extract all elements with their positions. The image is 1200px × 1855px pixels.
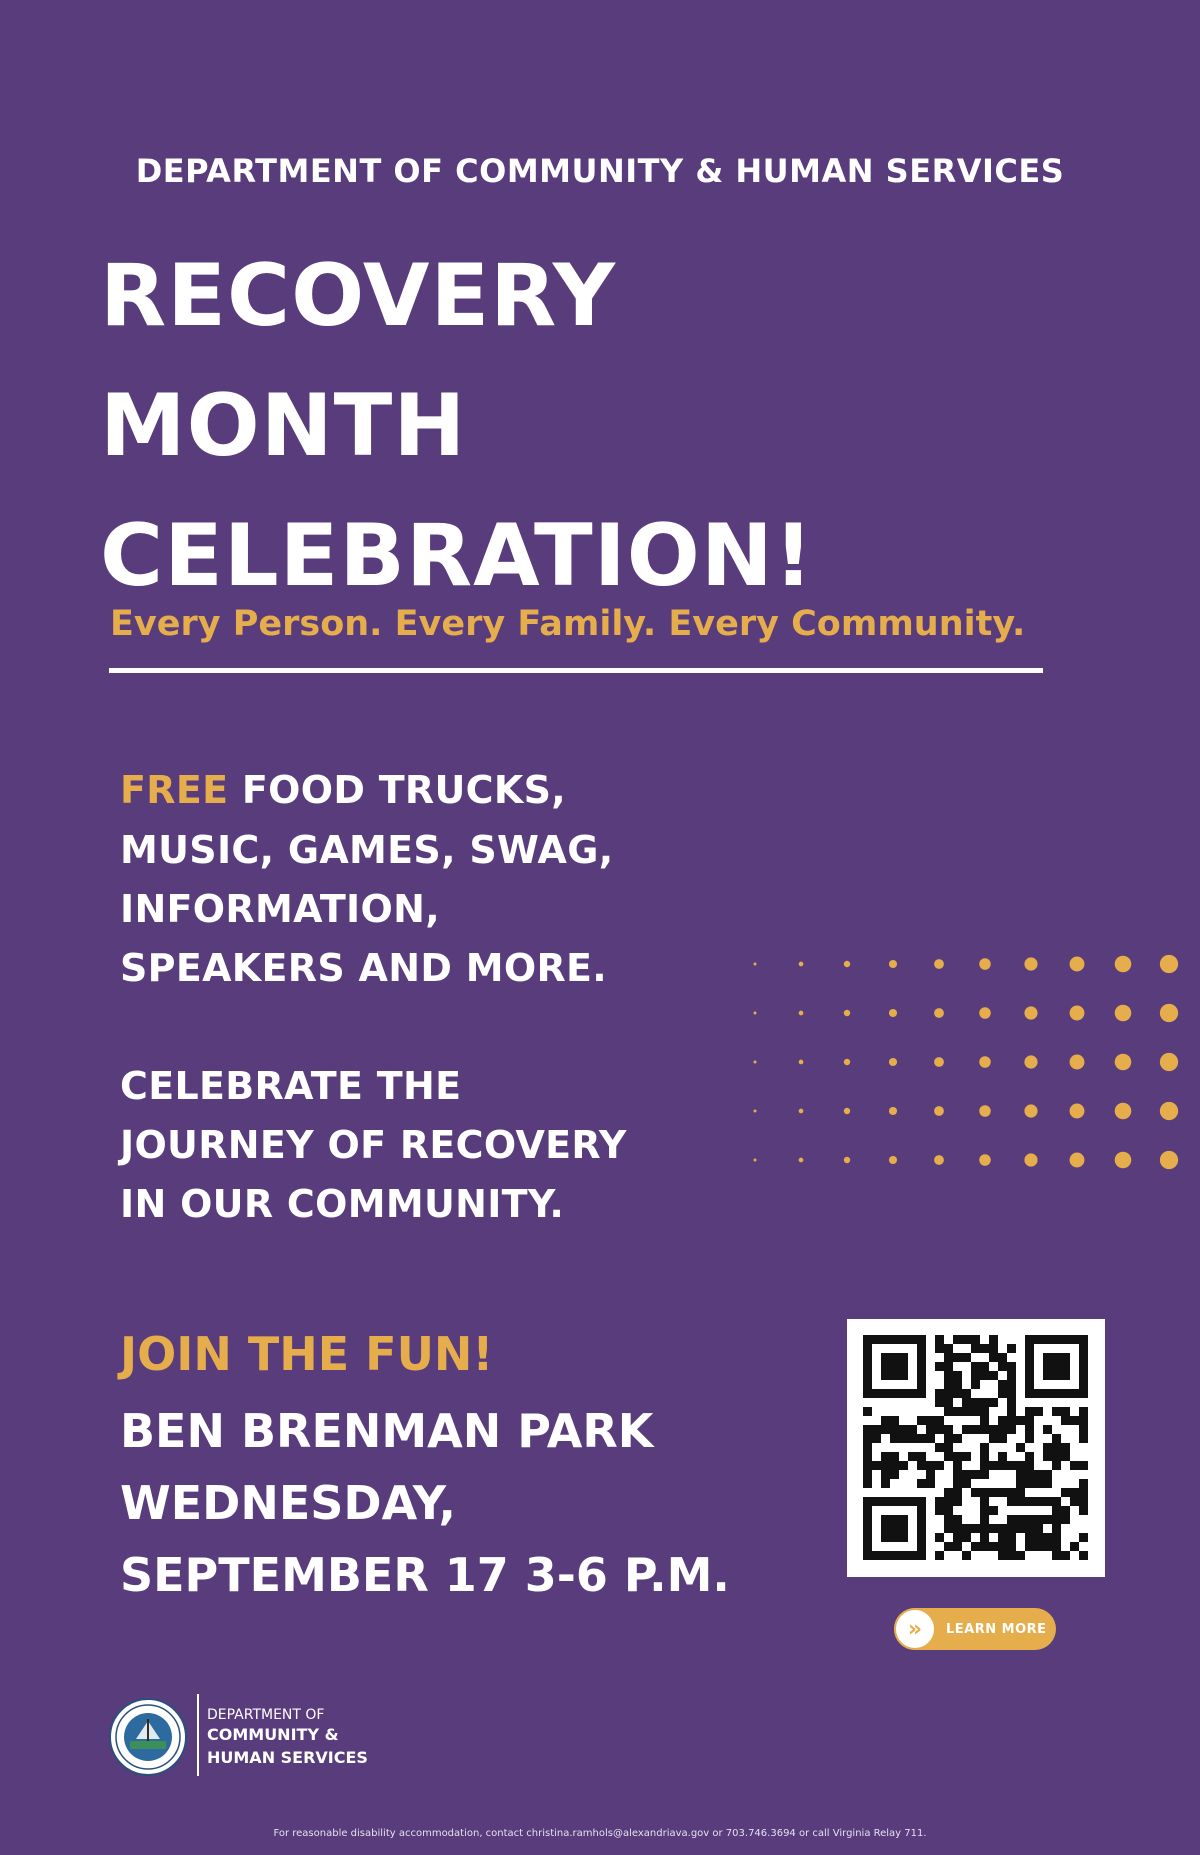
decor-dot: [754, 1061, 757, 1064]
decor-dot: [979, 1056, 991, 1068]
decor-dot: [754, 1159, 757, 1162]
event-date-time: SEPTEMBER 17 3-6 P.M.: [120, 1548, 730, 1602]
decor-dot: [844, 1157, 850, 1163]
decor-dot: [934, 959, 944, 969]
decor-dot: [799, 962, 804, 967]
celebrate-line-2: JOURNEY OF RECOVERY: [120, 1123, 627, 1167]
decor-dot: [1160, 955, 1178, 973]
footer-divider: [197, 1694, 199, 1776]
decor-dot: [844, 1010, 850, 1016]
decor-dot: [799, 1011, 804, 1016]
city-seal-icon: [108, 1697, 188, 1777]
features-line-4: SPEAKERS AND MORE.: [120, 946, 608, 990]
decor-dot: [1070, 957, 1085, 972]
event-day: WEDNESDAY,: [120, 1476, 456, 1530]
title-line-1: RECOVERY: [100, 246, 616, 346]
decor-dot: [889, 1107, 897, 1115]
decor-dot: [1024, 1153, 1037, 1166]
decor-dot: [799, 1060, 804, 1065]
decor-dot: [979, 958, 991, 970]
decor-dot: [1024, 1006, 1037, 1019]
decor-dot: [1070, 1104, 1085, 1119]
footer-dept-line-3: HUMAN SERVICES: [207, 1748, 368, 1767]
qr-code-pattern: [847, 1319, 1105, 1577]
features-line-2: MUSIC, GAMES, SWAG,: [120, 828, 614, 872]
celebrate-line-3: IN OUR COMMUNITY.: [120, 1182, 565, 1226]
decor-dot: [889, 1156, 897, 1164]
tagline: Every Person. Every Family. Every Community.: [110, 604, 1026, 644]
decor-dot: [1115, 1054, 1132, 1071]
decor-dot: [754, 963, 757, 966]
decor-dot: [1160, 1151, 1178, 1169]
qr-code[interactable]: [847, 1319, 1105, 1577]
decor-dot: [1070, 1006, 1085, 1021]
features-line-3: INFORMATION,: [120, 887, 440, 931]
decor-dot: [1070, 1153, 1085, 1168]
decor-dot: [1024, 1104, 1037, 1117]
decor-dot: [1115, 1103, 1132, 1120]
decor-dot: [844, 1108, 850, 1114]
decor-dot: [889, 1058, 897, 1066]
decor-dot: [889, 1009, 897, 1017]
title-line-3: CELEBRATION!: [100, 506, 815, 606]
join-heading: JOIN THE FUN!: [120, 1327, 494, 1381]
decor-dot: [1115, 956, 1132, 973]
footer-dept-line-2: COMMUNITY &: [207, 1725, 339, 1744]
department-header: DEPARTMENT OF COMMUNITY & HUMAN SERVICES: [135, 152, 1065, 190]
divider: [109, 668, 1043, 673]
decor-dot: [1024, 1055, 1037, 1068]
features-line-1-rest: FOOD TRUCKS,: [228, 768, 566, 812]
decor-dot: [1115, 1152, 1132, 1169]
decor-dot: [889, 960, 897, 968]
decor-dot: [979, 1007, 991, 1019]
decor-dot: [979, 1105, 991, 1117]
decor-dot: [934, 1057, 944, 1067]
decor-dot: [1070, 1055, 1085, 1070]
decor-dot: [754, 1012, 757, 1015]
event-location: BEN BRENMAN PARK: [120, 1404, 654, 1458]
free-word: FREE: [120, 768, 229, 812]
decor-dot: [934, 1155, 944, 1165]
decor-dot: [1160, 1004, 1178, 1022]
dot-pattern: [745, 946, 1185, 1176]
decor-dot: [979, 1154, 991, 1166]
decor-dot: [1160, 1053, 1178, 1071]
decor-dot: [1115, 1005, 1132, 1022]
decor-dot: [844, 1059, 850, 1065]
features-line-1: [120, 768, 566, 812]
decor-dot: [754, 1110, 757, 1113]
decor-dot: [844, 961, 850, 967]
learn-more-button[interactable]: [894, 1608, 1056, 1650]
decor-dot: [934, 1008, 944, 1018]
accommodation-note: For reasonable disability accommodation, contact christina.ramhols@alexandriava.gov or 703.746.3694 or call Virginia Relay 711.: [273, 1828, 927, 1839]
footer-dept-line-1: DEPARTMENT OF: [207, 1707, 325, 1723]
decor-dot: [799, 1109, 804, 1114]
decor-dot: [1024, 957, 1037, 970]
celebrate-line-1: CELEBRATE THE: [120, 1064, 462, 1108]
decor-dot: [1160, 1102, 1178, 1120]
double-chevron-right-icon: »: [894, 1608, 936, 1650]
title-line-2: MONTH: [100, 376, 467, 476]
learn-more-label: LEARN MORE: [946, 1621, 1047, 1637]
decor-dot: [934, 1106, 944, 1116]
decor-dot: [799, 1158, 804, 1163]
